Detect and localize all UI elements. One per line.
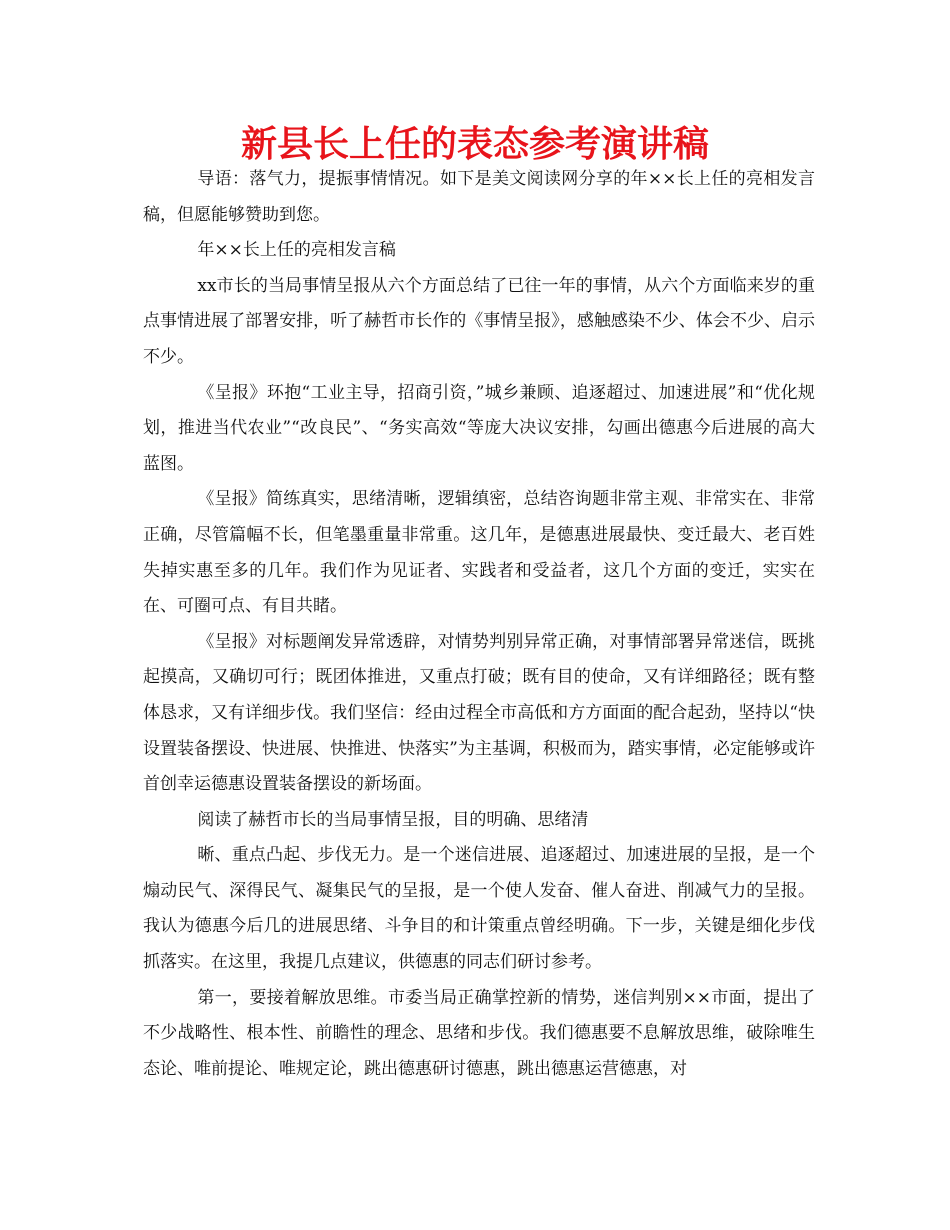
paragraph-body: 晰、重点凸起、步伐无力。是一个迷信进展、追逐超过、加速进展的呈报，是一个煽动民气、深得民气、凝集民气的呈报，是一个使人发奋、催人奋进、削减气力的呈报。我认为德惠今后几的进展思绪、斗争目的和计策重点曾经明确。下一步，关键是细化步伐抓落实。在这里，我提几点建议，供德惠的同志们研讨参考。 xyxy=(143,845,815,973)
paragraph-body: 《呈报》环抱“工业主导，招商引资，”城乡兼顾、追逐超过、加速进展”和“优化规划，推进当代农业”“改良民”、“务实高效“等庞大决议安排，勾画出德惠今后进展的高大蓝图。 xyxy=(143,382,815,474)
paragraph-body: 《呈报》对标题阐发异常透辟，对情势判别异常正确，对事情部署异常迷信，既挑起摸高，又确切可行；既团体推进，又重点打破；既有目的使命，又有详细路径；既有整体恳求，又有详细步伐。我们坚信：经由过程全市高低和方方面面的配合起劲，坚持以“快设置装备摆设、快进展、快推进、快落实”为主基调，积极而为，踏实事情，必定能够或许首创幸运德惠设置装备摆设的新场面。 xyxy=(143,631,815,795)
paragraph-body: 《呈报》简练真实，思绪清晰，逻辑缜密，总结咨询题非常主观、非常实在、非常正确，尽管篇幅不长，但笔墨重量非常重。这几年，是德惠进展最快、变迁最大、老百姓失掉实惠至多的几年。我们作为见证者、实践者和受益者，这几个方面的变迁，实实在在、可圈可点、有目共睹。 xyxy=(143,489,815,617)
paragraph-intro: 导语：落气力，提振事情情况。如下是美文阅读网分享的年××长上任的亮相发言稿，但愿能够赞助到您。 xyxy=(143,169,815,225)
document-title: 新县长上任的表态参考演讲稿 xyxy=(240,124,709,165)
paragraph-body: xx市长的当局事情呈报从六个方面总结了已往一年的事情，从六个方面临来岁的重点事情进展了部署安排，听了赫哲市长作的《事情呈报》，感触感染不少、体会不少、启示不少。 xyxy=(143,275,815,367)
paragraph-body: 阅读了赫哲市长的当局事情呈报，目的明确、思绪清 xyxy=(197,809,589,830)
paragraph-subtitle: 年××长上任的亮相发言稿 xyxy=(197,240,396,261)
document-body xyxy=(143,162,815,1087)
paragraph-body: 第一，要接着解放思维。市委当局正确掌控新的情势，迷信判别××市面，提出了不少战略性、根本性、前瞻性的理念、思绪和步伐。我们德惠要不息解放思维，破除唯生态论、唯前提论、唯规定论，跳出德惠研讨德惠，跳出德惠运营德惠，对 xyxy=(143,987,815,1079)
